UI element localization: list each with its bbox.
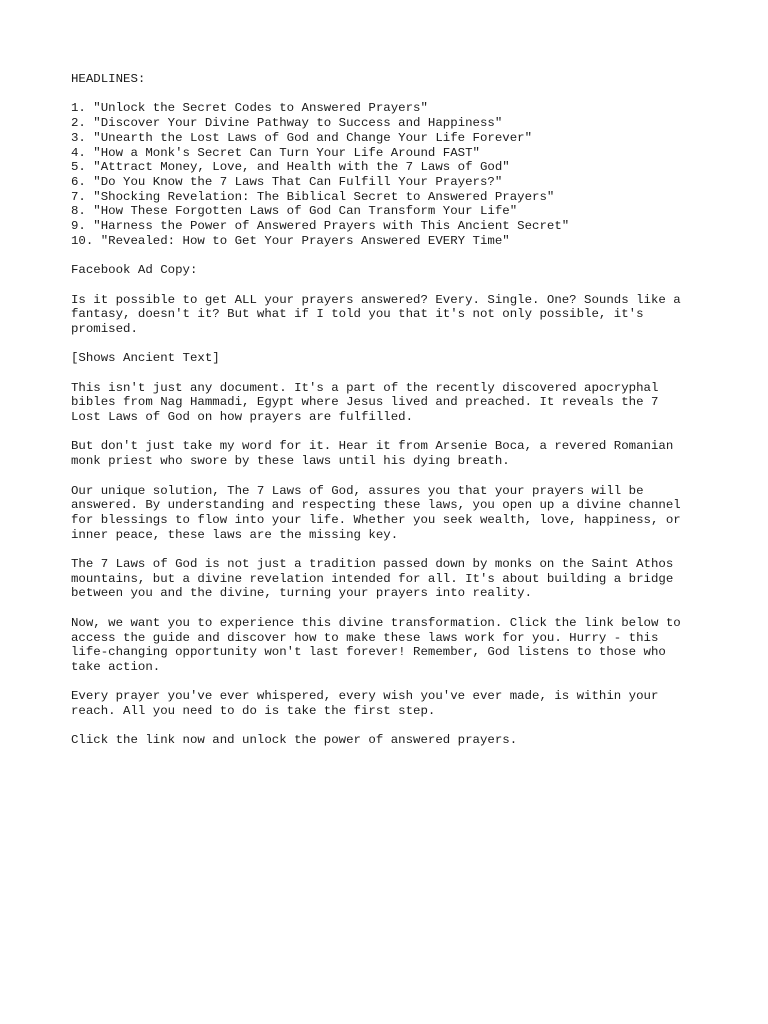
headline-item: 2. "Discover Your Divine Pathway to Success and Happiness" bbox=[71, 116, 503, 131]
paragraph-line: The 7 Laws of God is not just a tradition passed down by monks on the Saint Athos bbox=[71, 557, 674, 572]
paragraph-line: for blessings to flow into your life. Whether you seek wealth, love, happiness, or bbox=[71, 512, 681, 527]
paragraph-line: bibles from Nag Hammadi, Egypt where Jesus lived and preached. It reveals the 7 bbox=[71, 395, 659, 410]
paragraph-line: reach. All you need to do is take the first step. bbox=[71, 704, 436, 719]
document-page bbox=[71, 72, 711, 748]
spacer bbox=[71, 601, 711, 616]
headline-item: 1. "Unlock the Secret Codes to Answered Prayers" bbox=[71, 101, 428, 116]
paragraph-line: promised. bbox=[71, 321, 138, 336]
headline-item: 9. "Harness the Power of Answered Prayers with This Ancient Secret" bbox=[71, 219, 570, 234]
paragraph-line: Every prayer you've ever whispered, every wish you've ever made, is within your bbox=[71, 689, 659, 704]
paragraph-line: monk priest who swore by these laws until his dying breath. bbox=[71, 454, 510, 469]
headline-item: 3. "Unearth the Lost Laws of God and Change Your Life Forever" bbox=[71, 130, 533, 145]
spacer bbox=[71, 278, 711, 293]
spacer bbox=[71, 425, 711, 440]
headline-item: 6. "Do You Know the 7 Laws That Can Fulfill Your Prayers?" bbox=[71, 174, 503, 189]
paragraph-line: between you and the divine, turning your prayers into reality. bbox=[71, 586, 533, 601]
spacer bbox=[71, 469, 711, 484]
ad-paragraph-stage-note bbox=[71, 351, 711, 366]
ad-paragraph-testimonial bbox=[71, 439, 711, 468]
ad-paragraph-tradition bbox=[71, 557, 711, 601]
headlines-list bbox=[71, 101, 711, 248]
paragraph-line: Lost Laws of God on how prayers are fulfilled. bbox=[71, 410, 414, 425]
spacer bbox=[71, 366, 711, 381]
ad-copy-heading: Facebook Ad Copy: bbox=[71, 263, 198, 278]
ad-paragraph-document bbox=[71, 381, 711, 425]
paragraph-line: take action. bbox=[71, 659, 161, 674]
spacer bbox=[71, 87, 711, 102]
paragraph-line: But don't just take my word for it. Hear it from Arsenie Boca, a revered Romanian bbox=[71, 439, 674, 454]
ad-paragraph-question bbox=[71, 293, 711, 337]
ad-paragraph-call-to-action bbox=[71, 616, 711, 675]
paragraph-line: Now, we want you to experience this divine transformation. Click the link below to bbox=[71, 615, 681, 630]
headline-item: 7. "Shocking Revelation: The Biblical Secret to Answered Prayers" bbox=[71, 189, 555, 204]
paragraph-line: mountains, but a divine revelation intended for all. It's about building a bridge bbox=[71, 571, 674, 586]
spacer bbox=[71, 719, 711, 734]
ad-paragraph-encouragement bbox=[71, 689, 711, 718]
paragraph-line: Is it possible to get ALL your prayers answered? Every. Single. One? Sounds like a bbox=[71, 292, 681, 307]
paragraph-line: inner peace, these laws are the missing key. bbox=[71, 527, 399, 542]
paragraph-line: [Shows Ancient Text] bbox=[71, 351, 220, 366]
paragraph-line: This isn't just any document. It's a part of the recently discovered apocryphal bbox=[71, 380, 659, 395]
paragraph-line: access the guide and discover how to make these laws work for you. Hurry - this bbox=[71, 630, 659, 645]
paragraph-line: life-changing opportunity won't last forever! Remember, God listens to those who bbox=[71, 645, 666, 660]
ad-paragraph-closing bbox=[71, 733, 711, 748]
paragraph-line: Click the link now and unlock the power of answered prayers. bbox=[71, 733, 518, 748]
ad-paragraph-solution bbox=[71, 484, 711, 543]
spacer bbox=[71, 248, 711, 263]
headline-item: 4. "How a Monk's Secret Can Turn Your Life Around FAST" bbox=[71, 145, 480, 160]
headline-item: 8. "How These Forgotten Laws of God Can Transform Your Life" bbox=[71, 204, 518, 219]
headline-item: 10. "Revealed: How to Get Your Prayers Answered EVERY Time" bbox=[71, 233, 510, 248]
spacer bbox=[71, 542, 711, 557]
paragraph-line: answered. By understanding and respecting these laws, you open up a divine channel bbox=[71, 498, 681, 513]
headlines-heading: HEADLINES: bbox=[71, 72, 146, 86]
spacer bbox=[71, 337, 711, 352]
spacer bbox=[71, 675, 711, 690]
paragraph-line: fantasy, doesn't it? But what if I told you that it's not only possible, it's bbox=[71, 307, 644, 322]
paragraph-line: Our unique solution, The 7 Laws of God, assures you that your prayers will be bbox=[71, 483, 644, 498]
headline-item: 5. "Attract Money, Love, and Health with the 7 Laws of God" bbox=[71, 160, 510, 175]
